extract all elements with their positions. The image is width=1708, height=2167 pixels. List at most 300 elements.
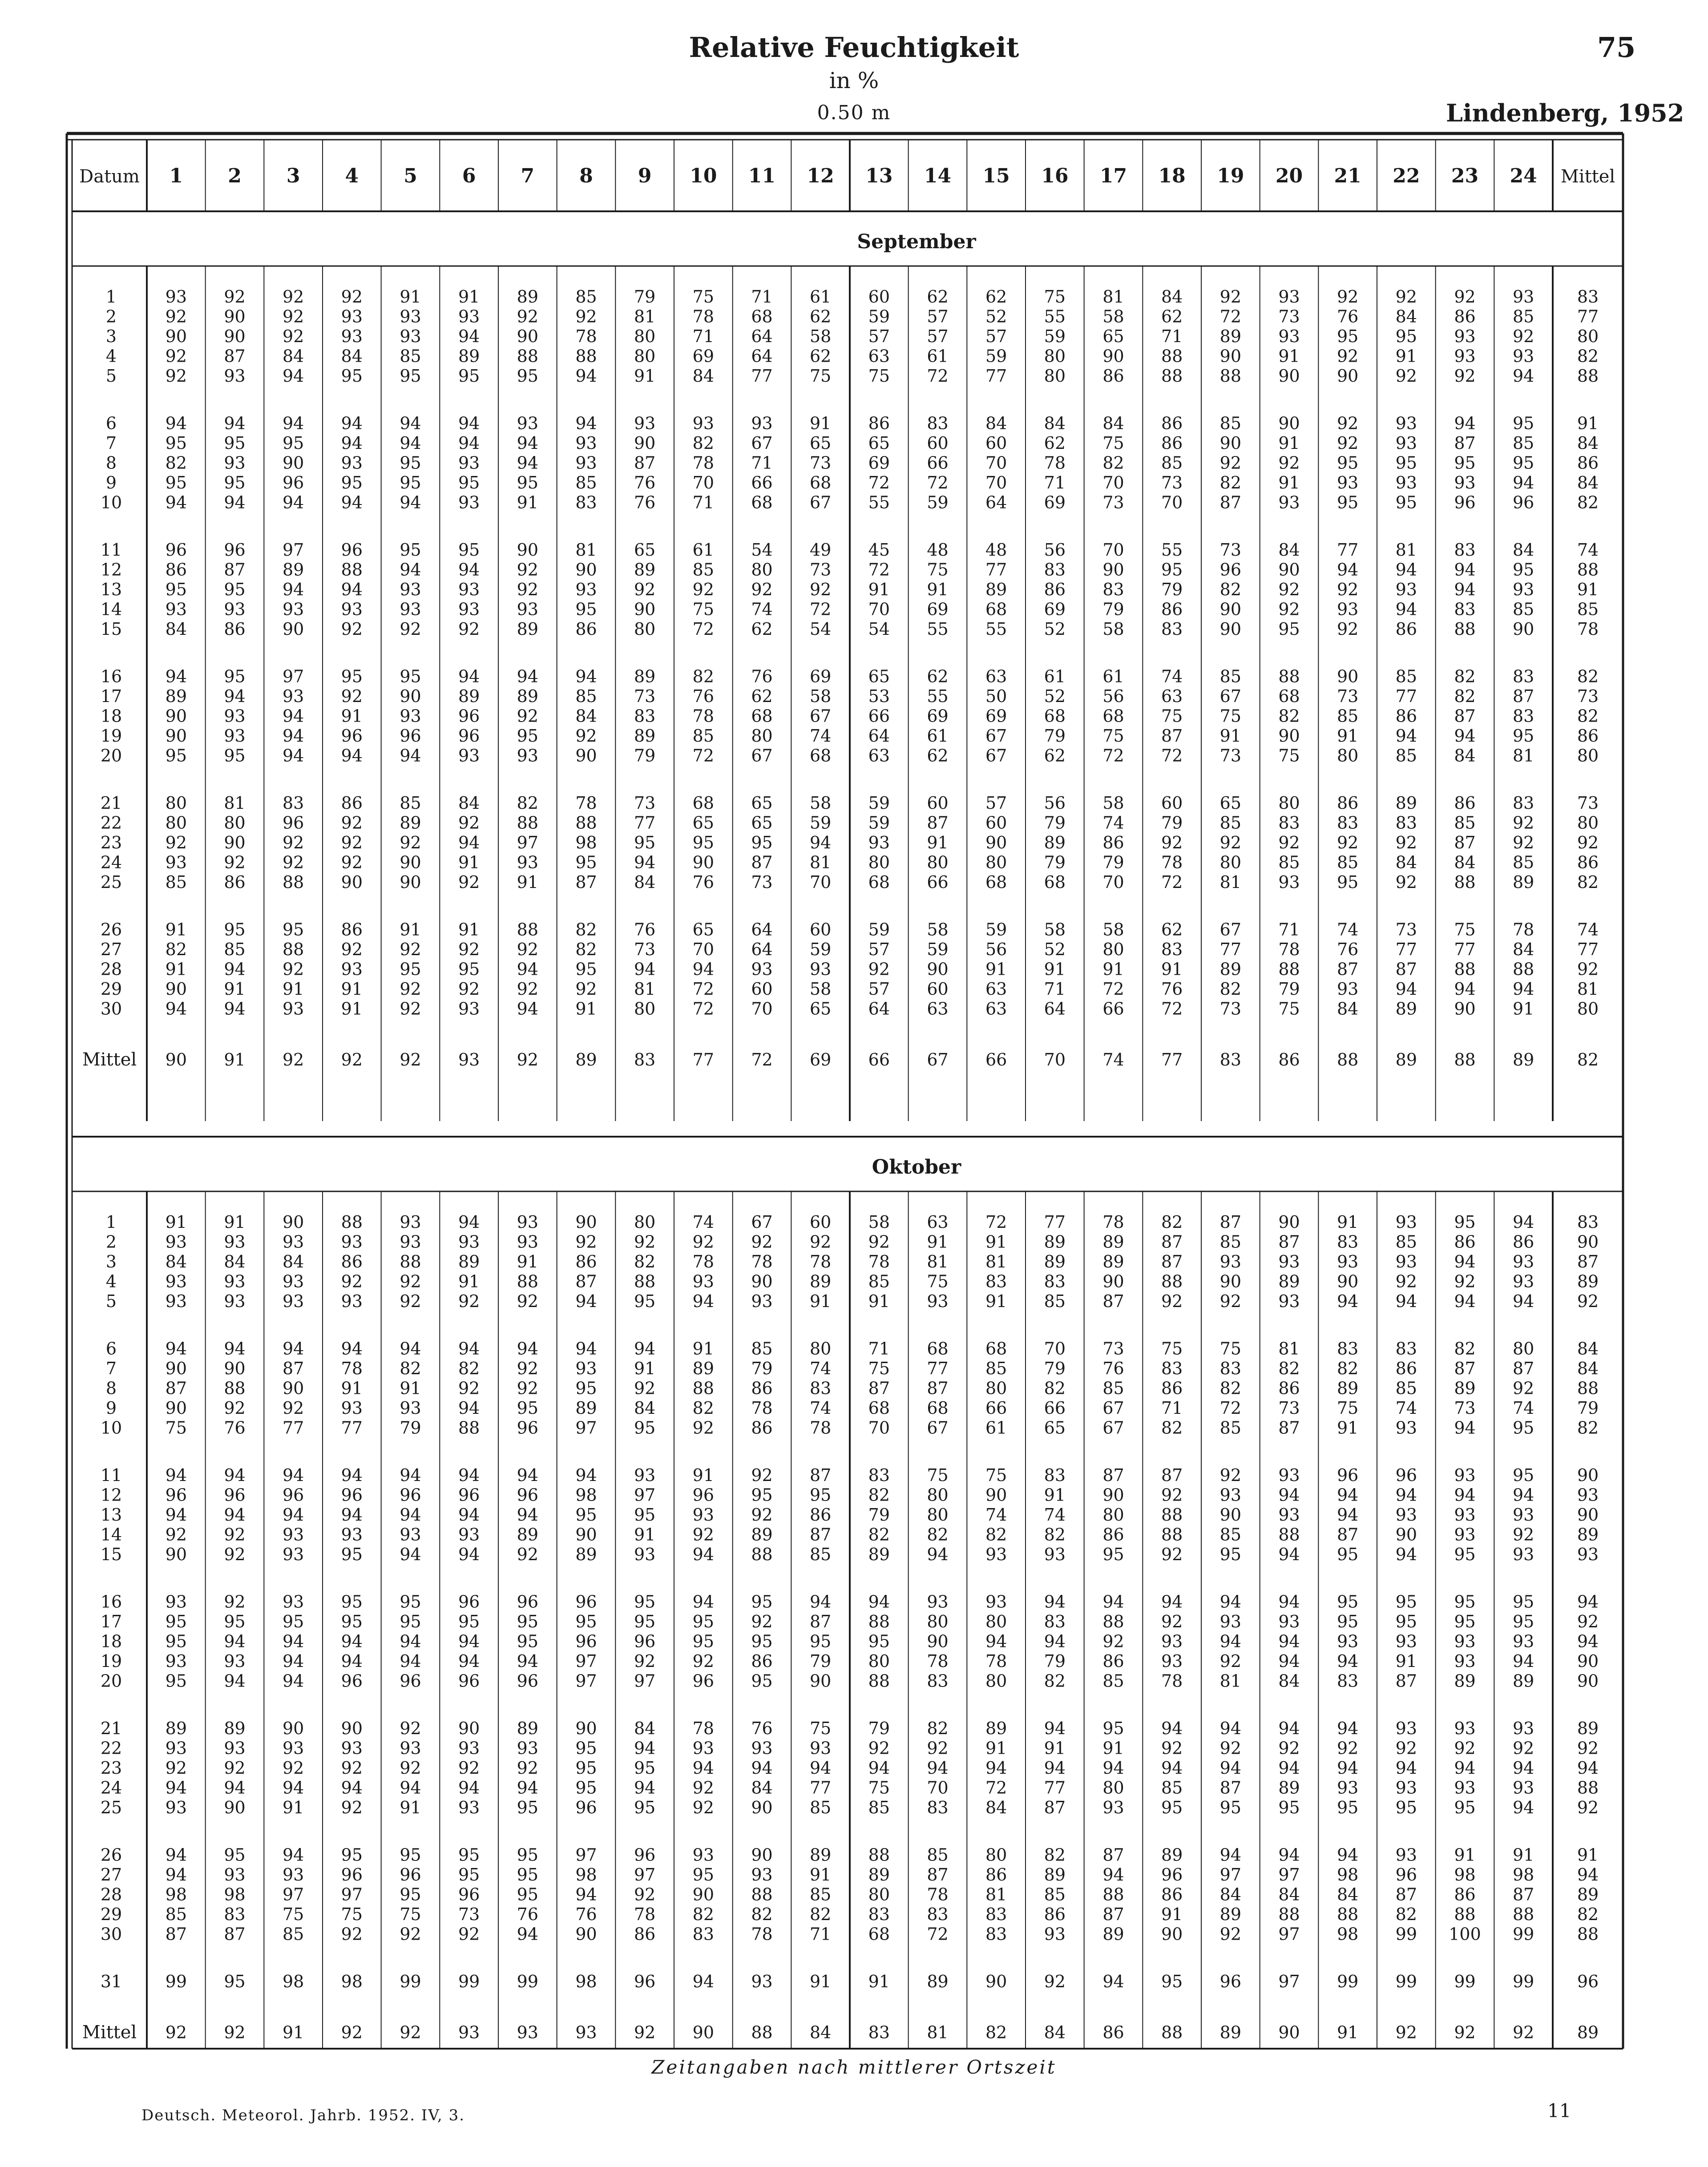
- table-cell: 94: [1395, 979, 1417, 999]
- table-cell: 94: [224, 999, 246, 1019]
- table-cell: 89: [165, 1719, 187, 1738]
- table-cell: 94: [400, 1505, 421, 1525]
- table-cell: 92: [692, 1232, 715, 1252]
- table-cell: 92: [341, 1758, 363, 1778]
- table-cell: 92: [224, 1398, 246, 1418]
- hour-header: 19: [1217, 165, 1244, 187]
- table-cell: 91: [400, 1798, 421, 1817]
- mean-row-cell: 92: [341, 1050, 363, 1069]
- day-label: 12: [100, 1485, 122, 1505]
- table-cell: 75: [985, 1465, 1007, 1485]
- table-cell: 94: [282, 1845, 304, 1865]
- table-cell: 87: [1454, 433, 1476, 453]
- table-cell: 92: [165, 1758, 187, 1778]
- table-cell: 96: [400, 1671, 421, 1691]
- table-cell: 94: [1512, 979, 1534, 999]
- table-cell: 70: [809, 872, 832, 892]
- table-cell: 95: [1161, 560, 1183, 580]
- table-cell: 73: [1219, 746, 1242, 766]
- table-cell: 80: [1512, 1339, 1534, 1359]
- table-cell: 91: [868, 1972, 890, 1991]
- table-cell: 92: [1512, 1378, 1534, 1398]
- table-cell: 72: [985, 1778, 1007, 1798]
- table-cell: 98: [282, 1972, 304, 1991]
- table-cell: 84: [751, 1778, 773, 1798]
- table-cell: 95: [1395, 327, 1417, 346]
- table-cell: 55: [868, 492, 890, 512]
- table-cell: 79: [1044, 813, 1066, 833]
- table-cell: 68: [751, 706, 773, 726]
- table-cell: 91: [341, 999, 363, 1019]
- table-cell: 95: [458, 1845, 480, 1865]
- table-cell: 92: [458, 1758, 480, 1778]
- table-cell: 93: [692, 1845, 715, 1865]
- table-cell: 89: [868, 1545, 890, 1564]
- table-cell: 93: [1278, 1291, 1300, 1311]
- table-cell: 92: [634, 580, 656, 599]
- table-cell: 84: [1512, 940, 1534, 959]
- table-cell: 80: [927, 852, 949, 872]
- table-cell: 85: [692, 726, 715, 746]
- table-cell: 57: [927, 307, 949, 327]
- table-cell: 56: [1044, 540, 1066, 560]
- table-cell: 89: [1102, 1924, 1124, 1944]
- table-cell: 86: [751, 1651, 773, 1671]
- table-cell: 94: [341, 1651, 363, 1671]
- day-label: 18: [100, 1631, 122, 1651]
- table-cell: 80: [165, 813, 187, 833]
- table-cell: 88: [1161, 1525, 1183, 1545]
- table-cell: 89: [692, 1359, 715, 1378]
- table-cell: 96: [1512, 492, 1534, 512]
- table-cell: 86: [341, 920, 363, 940]
- table-cell: 93: [1395, 580, 1417, 599]
- table-cell: 80: [985, 852, 1007, 872]
- table-cell: 94: [1454, 979, 1476, 999]
- table-cell: 86: [1337, 793, 1359, 813]
- table-cell: 91: [634, 366, 656, 386]
- table-cell: 98: [1337, 1865, 1359, 1885]
- table-cell: 85: [809, 1885, 832, 1905]
- table-cell: 83: [927, 1798, 949, 1817]
- table-cell: 92: [341, 1924, 363, 1944]
- table-cell: 75: [1278, 999, 1300, 1019]
- table-cell: 96: [224, 1485, 246, 1505]
- table-cell: 92: [868, 1232, 890, 1252]
- day-label: 22: [100, 1738, 122, 1758]
- table-cell: 93: [400, 599, 421, 619]
- day-label: 10: [100, 1418, 122, 1438]
- table-cell: 81: [1512, 746, 1534, 766]
- table-cell: 93: [224, 1651, 246, 1671]
- table-cell: 67: [751, 1212, 773, 1232]
- table-cell: 95: [517, 366, 539, 386]
- hour-header: 1: [169, 165, 183, 187]
- table-cell: 79: [868, 1505, 890, 1525]
- table-cell: 85: [1512, 433, 1534, 453]
- table-cell: 94: [1337, 1758, 1359, 1778]
- table-cell: 85: [1395, 1232, 1417, 1252]
- table-cell: 81: [575, 540, 597, 560]
- table-cell: 97: [282, 1885, 304, 1905]
- table-cell: 94: [1395, 1291, 1417, 1311]
- table-cell: 66: [751, 473, 773, 492]
- table-cell: 66: [868, 706, 890, 726]
- table-cell: 93: [165, 1592, 187, 1612]
- table-cell: 94: [1161, 1719, 1183, 1738]
- table-cell: 93: [165, 1232, 187, 1252]
- table-cell: 65: [809, 433, 832, 453]
- table-cell: 99: [400, 1972, 421, 1991]
- table-cell: 84: [341, 346, 363, 366]
- table-cell: 61: [692, 540, 715, 560]
- table-cell: 68: [1278, 686, 1300, 706]
- table-cell: 93: [224, 726, 246, 746]
- table-cell: 87: [1395, 1671, 1417, 1691]
- table-cell: 84: [1102, 413, 1124, 433]
- table-cell: 96: [575, 1631, 597, 1651]
- table-cell: 60: [751, 979, 773, 999]
- table-cell: 80: [868, 1885, 890, 1905]
- table-cell: 74: [1337, 920, 1359, 940]
- table-cell: 67: [809, 492, 832, 512]
- table-cell: 92: [282, 287, 304, 307]
- table-cell: 87: [1044, 1798, 1066, 1817]
- table-cell: 77: [1044, 1212, 1066, 1232]
- table-cell: 95: [165, 1671, 187, 1691]
- mean-row-cell: 92: [165, 2022, 187, 2042]
- table-cell: 92: [1161, 1291, 1183, 1311]
- table-cell: 93: [282, 1232, 304, 1252]
- table-cell: 86: [809, 1505, 832, 1525]
- table-cell: 59: [868, 307, 890, 327]
- table-cell: 90: [575, 560, 597, 580]
- table-cell: 94: [1454, 560, 1476, 580]
- table-cell: 94: [165, 1865, 187, 1885]
- table-cell: 93: [751, 1865, 773, 1885]
- table-cell: 95: [868, 1631, 890, 1651]
- table-cell: 95: [1512, 1592, 1534, 1612]
- table-cell: 94: [1278, 1485, 1300, 1505]
- table-cell: 93: [692, 413, 715, 433]
- table-cell: 72: [692, 746, 715, 766]
- table-cell: 94: [1454, 726, 1476, 746]
- table-cell: 99: [1512, 1924, 1534, 1944]
- table-cell: 93: [1337, 599, 1359, 619]
- table-cell: 93: [927, 1291, 949, 1311]
- mean-row-cell: 83: [1219, 1050, 1242, 1069]
- table-cell: 89: [1395, 999, 1417, 1019]
- table-cell: 84: [1278, 540, 1300, 560]
- table-cell: 91: [1044, 959, 1066, 979]
- table-cell: 90: [165, 327, 187, 346]
- table-cell: 80: [1219, 852, 1242, 872]
- table-cell: 82: [692, 433, 715, 453]
- table-cell: 93: [400, 1398, 421, 1418]
- table-cell: 52: [1044, 940, 1066, 959]
- table-cell: 90: [1278, 413, 1300, 433]
- mean-row-cell: 92: [634, 2022, 656, 2042]
- table-cell: 73: [809, 560, 832, 580]
- table-cell: 78: [575, 327, 597, 346]
- table-cell: 94: [458, 560, 480, 580]
- table-cell: 96: [400, 1485, 421, 1505]
- table-cell: 67: [1102, 1418, 1124, 1438]
- table-cell: 92: [517, 307, 539, 327]
- time-footnote: Zeitangaben nach mittlerer Ortszeit: [651, 2056, 1057, 2078]
- table-cell: 87: [224, 1924, 246, 1944]
- table-cell: 93: [282, 1291, 304, 1311]
- table-cell: 89: [809, 1271, 832, 1291]
- table-cell: 79: [634, 287, 656, 307]
- table-cell: 94: [692, 1972, 715, 1991]
- table-cell: 91: [1219, 726, 1242, 746]
- table-cell: 84: [692, 366, 715, 386]
- table-cell: 75: [692, 287, 715, 307]
- table-cell: 92: [517, 940, 539, 959]
- table-cell: 67: [751, 433, 773, 453]
- table-cell: 95: [517, 1398, 539, 1418]
- table-cell: 94: [165, 492, 187, 512]
- table-cell: 95: [224, 433, 246, 453]
- table-cell: 89: [1219, 327, 1242, 346]
- table-cell: 94: [1512, 473, 1534, 492]
- table-cell: 95: [1337, 453, 1359, 473]
- table-cell: 96: [458, 706, 480, 726]
- table-cell: 93: [282, 1271, 304, 1291]
- table-cell: 83: [1512, 666, 1534, 686]
- table-cell: 92: [1219, 1924, 1242, 1944]
- row-mean: 90: [1577, 1465, 1599, 1485]
- table-cell: 95: [809, 1631, 832, 1651]
- table-cell: 97: [575, 1418, 597, 1438]
- table-cell: 93: [692, 1505, 715, 1525]
- table-cell: 94: [927, 1758, 949, 1778]
- table-cell: 92: [400, 1758, 421, 1778]
- table-cell: 94: [458, 433, 480, 453]
- table-cell: 80: [751, 560, 773, 580]
- table-cell: 73: [1278, 1398, 1300, 1418]
- table-cell: 97: [575, 1845, 597, 1865]
- table-cell: 88: [224, 1378, 246, 1398]
- table-cell: 94: [517, 1339, 539, 1359]
- table-cell: 78: [751, 1252, 773, 1271]
- table-cell: 98: [575, 1865, 597, 1885]
- hour-header: 12: [807, 165, 834, 187]
- table-cell: 84: [1161, 287, 1183, 307]
- table-cell: 55: [927, 686, 949, 706]
- table-cell: 53: [868, 686, 890, 706]
- table-cell: 93: [1278, 287, 1300, 307]
- table-cell: 59: [809, 940, 832, 959]
- table-cell: 83: [1337, 813, 1359, 833]
- table-cell: 99: [1395, 1924, 1417, 1944]
- table-cell: 94: [692, 1592, 715, 1612]
- table-cell: 60: [985, 433, 1007, 453]
- table-cell: 61: [927, 346, 949, 366]
- day-label: 25: [100, 872, 122, 892]
- table-cell: 73: [809, 453, 832, 473]
- table-cell: 87: [575, 872, 597, 892]
- table-cell: 95: [224, 666, 246, 686]
- table-cell: 93: [165, 1798, 187, 1817]
- table-cell: 80: [634, 1212, 656, 1232]
- table-cell: 96: [1219, 560, 1242, 580]
- row-mean: 88: [1577, 366, 1599, 386]
- table-cell: 93: [400, 1525, 421, 1545]
- table-cell: 92: [1512, 1525, 1534, 1545]
- table-cell: 88: [517, 1271, 539, 1291]
- table-cell: 92: [751, 1505, 773, 1525]
- table-cell: 78: [927, 1885, 949, 1905]
- table-cell: 58: [809, 979, 832, 999]
- table-cell: 85: [400, 346, 421, 366]
- table-cell: 94: [458, 666, 480, 686]
- table-cell: 94: [517, 666, 539, 686]
- table-cell: 88: [1454, 619, 1476, 639]
- mean-row-cell: 69: [809, 1050, 832, 1069]
- table-cell: 91: [985, 1232, 1007, 1252]
- table-cell: 86: [224, 872, 246, 892]
- table-cell: 94: [224, 686, 246, 706]
- mean-row-cell: 91: [1337, 2022, 1359, 2042]
- table-cell: 92: [517, 560, 539, 580]
- table-cell: 60: [927, 793, 949, 813]
- table-cell: 90: [224, 307, 246, 327]
- table-cell: 92: [165, 366, 187, 386]
- table-cell: 63: [985, 666, 1007, 686]
- table-cell: 94: [634, 1778, 656, 1798]
- row-mean: 77: [1577, 940, 1599, 959]
- table-cell: 57: [868, 979, 890, 999]
- table-cell: 90: [224, 1798, 246, 1817]
- table-cell: 91: [282, 979, 304, 999]
- day-label: 29: [100, 979, 122, 999]
- table-cell: 57: [868, 327, 890, 346]
- table-cell: 93: [341, 599, 363, 619]
- table-cell: 88: [1512, 959, 1534, 979]
- table-cell: 83: [634, 706, 656, 726]
- table-cell: 92: [1337, 287, 1359, 307]
- table-cell: 74: [809, 1398, 832, 1418]
- table-cell: 73: [634, 940, 656, 959]
- table-cell: 91: [868, 1291, 890, 1311]
- table-cell: 81: [985, 1252, 1007, 1271]
- table-cell: 78: [575, 793, 597, 813]
- table-cell: 95: [575, 852, 597, 872]
- table-cell: 99: [1454, 1972, 1476, 1991]
- table-cell: 90: [634, 599, 656, 619]
- row-mean: 91: [1577, 580, 1599, 599]
- table-cell: 73: [1102, 1339, 1124, 1359]
- table-cell: 92: [1219, 453, 1242, 473]
- table-cell: 83: [1161, 619, 1183, 639]
- table-cell: 93: [224, 1865, 246, 1885]
- table-cell: 82: [517, 793, 539, 813]
- mean-row-cell: 66: [985, 1050, 1007, 1069]
- table-cell: 92: [692, 1525, 715, 1545]
- table-cell: 64: [751, 346, 773, 366]
- table-cell: 95: [165, 433, 187, 453]
- table-cell: 82: [1454, 666, 1476, 686]
- table-cell: 91: [1278, 473, 1300, 492]
- table-cell: 63: [868, 346, 890, 366]
- table-cell: 91: [1512, 999, 1534, 1019]
- table-cell: 50: [985, 686, 1007, 706]
- table-cell: 82: [1219, 1378, 1242, 1398]
- table-cell: 68: [1044, 872, 1066, 892]
- table-cell: 93: [1278, 492, 1300, 512]
- table-cell: 90: [985, 833, 1007, 852]
- table-cell: 94: [458, 1398, 480, 1418]
- table-cell: 85: [575, 473, 597, 492]
- table-cell: 94: [1278, 1545, 1300, 1564]
- table-cell: 88: [282, 872, 304, 892]
- table-cell: 80: [1044, 346, 1066, 366]
- table-cell: 72: [1161, 746, 1183, 766]
- table-cell: 93: [751, 1291, 773, 1311]
- table-cell: 68: [927, 1398, 949, 1418]
- table-cell: 67: [985, 726, 1007, 746]
- table-cell: 78: [809, 1252, 832, 1271]
- table-cell: 97: [1278, 1924, 1300, 1944]
- table-cell: 87: [1219, 492, 1242, 512]
- table-cell: 94: [400, 1465, 421, 1485]
- table-cell: 94: [1161, 1592, 1183, 1612]
- table-cell: 90: [400, 686, 421, 706]
- table-cell: 71: [809, 1924, 832, 1944]
- table-cell: 91: [1278, 346, 1300, 366]
- table-cell: 94: [751, 1758, 773, 1778]
- table-cell: 89: [1219, 959, 1242, 979]
- table-cell: 95: [400, 453, 421, 473]
- table-cell: 93: [1454, 1465, 1476, 1485]
- table-cell: 91: [985, 1291, 1007, 1311]
- table-cell: 95: [1512, 726, 1534, 746]
- table-cell: 90: [165, 1398, 187, 1418]
- day-label: 18: [100, 706, 122, 726]
- table-cell: 82: [1219, 580, 1242, 599]
- table-cell: 88: [341, 1212, 363, 1232]
- table-cell: 86: [1454, 793, 1476, 813]
- table-cell: 95: [341, 366, 363, 386]
- table-cell: 90: [400, 852, 421, 872]
- table-cell: 72: [1219, 1398, 1242, 1418]
- table-cell: 69: [1044, 492, 1066, 512]
- table-cell: 95: [165, 1631, 187, 1651]
- table-cell: 93: [1454, 1525, 1476, 1545]
- table-cell: 65: [1044, 1418, 1066, 1438]
- table-cell: 93: [282, 599, 304, 619]
- table-cell: 78: [634, 1905, 656, 1924]
- table-cell: 82: [1454, 686, 1476, 706]
- table-cell: 62: [985, 287, 1007, 307]
- table-cell: 93: [1454, 1719, 1476, 1738]
- table-cell: 90: [927, 959, 949, 979]
- mean-row-cell: 92: [224, 2022, 246, 2042]
- day-label: 25: [100, 1798, 122, 1817]
- table-cell: 95: [1395, 1798, 1417, 1817]
- day-label: 7: [105, 433, 117, 453]
- table-cell: 85: [1512, 307, 1534, 327]
- hour-header: 18: [1158, 165, 1186, 187]
- table-cell: 91: [458, 1271, 480, 1291]
- table-cell: 94: [282, 1465, 304, 1485]
- table-cell: 63: [985, 999, 1007, 1019]
- table-cell: 89: [517, 686, 539, 706]
- table-cell: 92: [165, 346, 187, 366]
- table-cell: 94: [575, 1885, 597, 1905]
